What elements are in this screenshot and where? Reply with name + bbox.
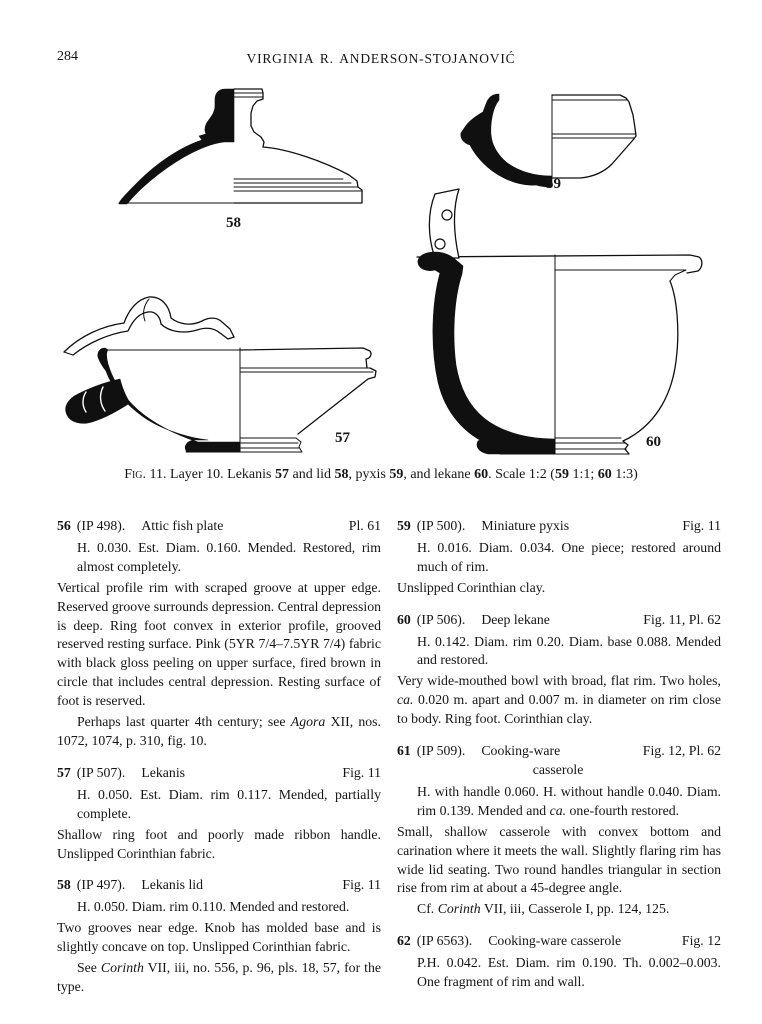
entry-measurements: H. 0.050. Est. Diam. rim 0.117. Mended, partially complete. [77, 786, 381, 821]
entry-note: Cf. Corinth VII, iii, Casserole I, pp. 124, 125. [417, 901, 670, 917]
entry-reference: Fig. 12 [681, 933, 721, 949]
entry-name: Miniature pyxis [481, 518, 570, 533]
entry-measurements: H. 0.016. Diam. 0.034. One piece; restored around much of rim. [417, 539, 721, 574]
entry-number: 57 [57, 764, 71, 780]
entry-57-header [57, 764, 381, 783]
entry-note: See Corinth VII, iii, no. 556, p. 96, pls. 18, 57, for the type. [57, 960, 382, 994]
entry-description: Small, shallow casserole with convex bottom and carination where it meets the wall. Slightly flaring rim has wide lid seating. Two round handles triangular in section rise from rim at about a 45-degree angle. [397, 823, 721, 896]
catalog-entry-61 [397, 742, 721, 919]
entry-reference: Fig. 11 [342, 764, 381, 780]
entry-measurements: P.H. 0.042. Est. Diam. rim 0.190. Th. 0.002–0.003. One fragment of rim and wall. [417, 955, 721, 990]
figure-label-60: 60 [646, 434, 661, 450]
drawing-lekanis-lid-58 [112, 86, 364, 218]
entry-reference: Fig. 11 [682, 518, 721, 533]
catalog-entry-60 [397, 611, 721, 729]
entry-reference: Fig. 12, Pl. 62 [642, 743, 721, 759]
running-head: VIRGINIA R. ANDERSON-STOJANOVIĆ [246, 51, 516, 66]
entry-60-header [397, 611, 721, 630]
entry-name: Cooking-ware casserole [488, 933, 622, 949]
entry-reference: Fig. 11 [342, 877, 381, 893]
entry-inventory: (IP 498). [76, 518, 126, 533]
catalog-column-left [57, 517, 381, 1010]
entry-measurements: H. 0.050. Diam. rim 0.110. Mended and restored. [77, 899, 350, 915]
catalog-column-right [397, 517, 721, 1010]
entry-61-header [397, 742, 721, 780]
entry-inventory: (IP 6563). [416, 933, 473, 949]
entry-measurements: H. 0.142. Diam. rim 0.20. Diam. base 0.088. Mended and restored. [417, 633, 721, 668]
entry-number: 59 [397, 518, 411, 533]
entry-number: 56 [57, 518, 71, 533]
entry-number: 61 [397, 743, 411, 759]
entry-name: Cooking-ware casserole [481, 743, 584, 777]
figure-label-57: 57 [335, 430, 350, 446]
entry-56-header [57, 517, 381, 536]
drawing-lekanis-57 [58, 276, 386, 456]
entry-59-header [397, 517, 721, 536]
drawing-lekane-60 [414, 186, 720, 458]
entry-name: Lekanis lid [141, 877, 204, 893]
entry-description: Very wide-mouthed bowl with broad, flat rim. Two holes, ca. 0.020 m. apart and 0.007 m. in diameter on rim close to body. Ring foot. Corinthian clay. [397, 673, 721, 727]
entry-inventory: (IP 497). [76, 877, 126, 893]
entry-description: Vertical profile rim with scraped groove at upper edge. Reserved groove surrounds depression. Central depression is deep. Ring foot convex in exterior profile, grooved reserved resting surface. Pink (5YR 7/4–7.5YR 7/4) fabric with black gloss peeling on upper surface, fired brown in circle that includes central depression. Resting surface of foot is reserved. [57, 579, 381, 709]
entry-inventory: (IP 507). [76, 764, 126, 780]
catalog-entry-56 [57, 517, 381, 751]
entry-measurements: H. 0.030. Est. Diam. 0.160. Mended. Restored, rim almost completely. [77, 539, 381, 574]
entry-measurements: H. with handle 0.060. H. without handle 0.040. Diam. rim 0.139. Mended and ca. one-fourth restored. [417, 783, 721, 818]
entry-number: 60 [397, 611, 411, 627]
catalog-entry-58 [57, 876, 381, 996]
entry-inventory: (IP 500). [416, 518, 466, 533]
entry-name: Deep lekane [481, 611, 550, 627]
entry-reference: Fig. 11, Pl. 62 [643, 611, 721, 627]
entry-note: Perhaps last quarter 4th century; see Agora XII, nos. 1072, 1074, p. 310, fig. 10. [57, 714, 381, 748]
catalog-entry-59 [397, 517, 721, 598]
entry-name: Attic fish plate [141, 518, 224, 533]
entry-name: Lekanis [141, 764, 186, 780]
entry-58-header [57, 876, 381, 895]
entry-number: 62 [397, 933, 411, 949]
entry-inventory: (IP 509). [416, 743, 466, 759]
entry-inventory: (IP 506). [416, 611, 466, 627]
entry-description: Unslipped Corinthian clay. [397, 579, 546, 595]
entry-number: 58 [57, 877, 71, 893]
figure-label-58: 58 [226, 215, 241, 231]
entry-reference: Pl. 61 [348, 518, 381, 533]
entry-description: Two grooves near edge. Knob has molded base and is slightly concave on top. Unslipped Corinthian fabric. [57, 920, 381, 955]
catalog-entry-62 [397, 932, 721, 992]
entry-62-header [397, 932, 721, 951]
figure-label-59: 59 [546, 176, 561, 192]
catalog-columns [57, 517, 721, 1010]
catalog-entry-57 [57, 764, 381, 864]
figure-caption: Fig. 11. Layer 10. Lekanis 57 and lid 58, pyxis 59, and lekane 60. Scale 1:2 (59 1:1; 60 1:3) [124, 467, 638, 482]
page-number: 284 [57, 49, 78, 64]
entry-description: Shallow ring foot and poorly made ribbon handle. Unslipped Corinthian fabric. [57, 826, 381, 861]
